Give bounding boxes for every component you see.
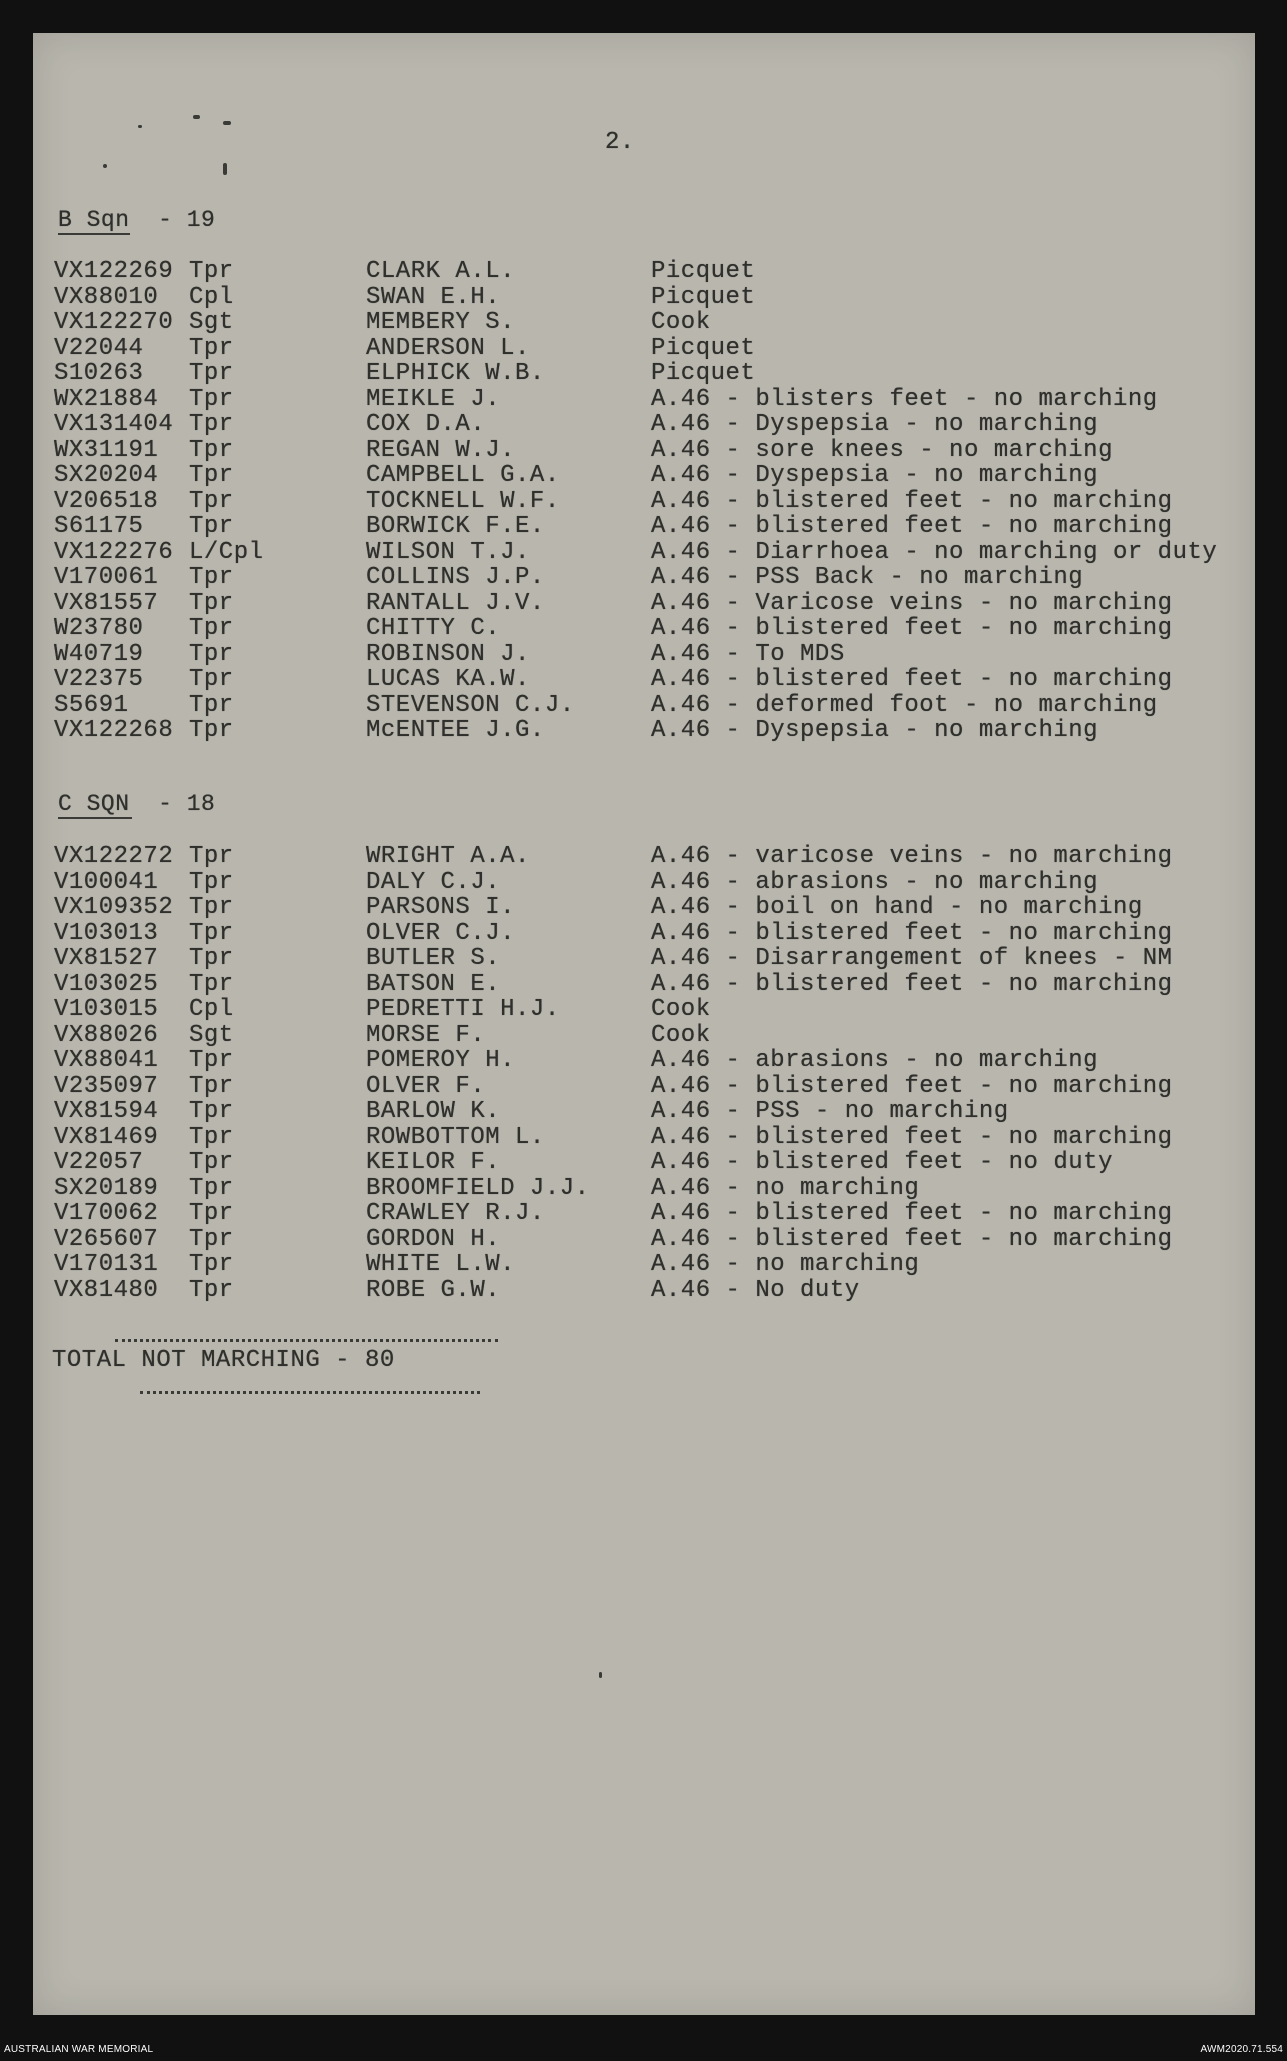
roll-entry	[54, 566, 1214, 591]
soldier-name: OLVER C.J.	[366, 920, 516, 947]
rank: Tpr	[189, 717, 234, 744]
remark: A.46 - blistered feet - no marching	[651, 513, 1173, 540]
service-number: S5691	[54, 692, 129, 719]
service-number: VX122269	[54, 258, 174, 285]
soldier-name: REGAN W.J.	[366, 437, 516, 464]
service-number: V22044	[54, 335, 144, 362]
roll-entry	[54, 1151, 1214, 1176]
roll-entry	[54, 1075, 1214, 1100]
roll-entry	[54, 1253, 1214, 1278]
rank: Tpr	[189, 894, 234, 921]
ink-speck	[193, 115, 200, 119]
rank: Tpr	[189, 1200, 234, 1227]
rank: Tpr	[189, 1098, 234, 1125]
roll-entry	[54, 1024, 1214, 1049]
ink-speck	[138, 125, 142, 128]
soldier-name: COLLINS J.P.	[366, 564, 545, 591]
service-number: V170131	[54, 1251, 159, 1278]
service-number: SX20189	[54, 1175, 159, 1202]
rank: Tpr	[189, 437, 234, 464]
rank: Cpl	[189, 284, 234, 311]
rank: Tpr	[189, 1124, 234, 1151]
roll-entry	[54, 1126, 1214, 1151]
rank: Sgt	[189, 1022, 234, 1049]
service-number: VX81557	[54, 590, 159, 617]
soldier-name: DALY C.J.	[366, 869, 501, 896]
service-number: VX131404	[54, 411, 174, 438]
service-number: V170061	[54, 564, 159, 591]
separator-top	[115, 1339, 498, 1342]
ink-speck	[223, 163, 227, 175]
roll-entry	[54, 1228, 1214, 1253]
remark: A.46 - blisters feet - no marching	[651, 386, 1158, 413]
rank: Tpr	[189, 564, 234, 591]
roll-entry	[54, 539, 1218, 566]
remark: A.46 - sore knees - no marching	[651, 437, 1113, 464]
remark: Picquet	[651, 335, 756, 362]
soldier-name: BARLOW K.	[366, 1098, 501, 1125]
ink-speck	[223, 121, 231, 125]
rank: Sgt	[189, 309, 234, 336]
service-number: VX109352	[54, 894, 174, 921]
service-number: V22057	[54, 1149, 144, 1176]
remark: A.46 - Dyspepsia - no marching	[651, 717, 1099, 744]
soldier-name: ROBE G.W.	[366, 1277, 501, 1304]
roll-entry	[54, 413, 1214, 438]
footer-reference: AWM2020.71.554	[1200, 2044, 1283, 2055]
remark: A.46 - deformed foot - no marching	[651, 692, 1158, 719]
roll-entry	[54, 362, 1214, 387]
roll-entry	[54, 668, 1214, 693]
rank: Tpr	[189, 641, 234, 668]
rank: L/Cpl	[189, 539, 264, 566]
soldier-name: BUTLER S.	[366, 945, 501, 972]
roll-entry	[54, 490, 1214, 515]
service-number: V265607	[54, 1226, 159, 1253]
rank: Tpr	[189, 513, 234, 540]
service-number: VX81594	[54, 1098, 159, 1125]
rank: Tpr	[189, 411, 234, 438]
squadron-count: - 19	[158, 207, 216, 233]
service-number: VX81527	[54, 945, 159, 972]
service-number: VX88026	[54, 1022, 159, 1049]
remark: A.46 - varicose veins - no marching	[651, 843, 1173, 870]
remark: Cook	[651, 996, 711, 1023]
squadron-name: B Sqn	[58, 207, 130, 233]
service-number: VX122276	[54, 539, 174, 566]
remark: A.46 - blistered feet - no marching	[651, 1073, 1173, 1100]
roll-entry	[54, 1279, 1214, 1304]
roll-entry	[54, 311, 1214, 336]
rank: Tpr	[189, 666, 234, 693]
service-number: SX20204	[54, 462, 159, 489]
squadron-name: C SQN	[58, 791, 130, 817]
service-number: V103025	[54, 971, 159, 998]
remark: Cook	[651, 1022, 711, 1049]
service-number: VX88041	[54, 1047, 159, 1074]
remark: A.46 - To MDS	[651, 641, 845, 668]
remark: Picquet	[651, 284, 756, 311]
rank: Tpr	[189, 843, 234, 870]
roll-entry	[54, 719, 1214, 744]
remark: A.46 - blistered feet - no marching	[651, 488, 1173, 515]
remark: A.46 - Diarrhoea - no marching or duty	[651, 539, 1218, 566]
service-number: VX122272	[54, 843, 174, 870]
soldier-name: SWAN E.H.	[366, 284, 501, 311]
soldier-name: BORWICK F.E.	[366, 513, 545, 540]
rank: Tpr	[189, 869, 234, 896]
soldier-name: STEVENSON C.J.	[366, 692, 575, 719]
soldier-name: ROBINSON J.	[366, 641, 530, 668]
soldier-name: LUCAS KA.W.	[366, 666, 530, 693]
roll-entry	[54, 845, 1214, 870]
rank: Tpr	[189, 335, 234, 362]
rank: Tpr	[189, 945, 234, 972]
soldier-name: CRAWLEY R.J.	[366, 1200, 545, 1227]
remark: Picquet	[651, 360, 756, 387]
remark: A.46 - abrasions - no marching	[651, 1047, 1099, 1074]
roll-entry	[54, 439, 1214, 464]
section-heading	[58, 208, 215, 232]
service-number: VX122268	[54, 717, 174, 744]
remark: A.46 - no marching	[651, 1175, 920, 1202]
remark: A.46 - Disarrangement of knees - NM	[651, 945, 1173, 972]
service-number: V22375	[54, 666, 144, 693]
roll-entry	[54, 337, 1214, 362]
soldier-name: WILSON T.J.	[366, 539, 530, 566]
section-heading	[58, 792, 215, 816]
soldier-name: ANDERSON L.	[366, 335, 530, 362]
soldier-name: ELPHICK W.B.	[366, 360, 545, 387]
soldier-name: OLVER F.	[366, 1073, 486, 1100]
rank: Tpr	[189, 590, 234, 617]
soldier-name: COX D.A.	[366, 411, 486, 438]
soldier-name: WHITE L.W.	[366, 1251, 516, 1278]
roll-entry	[54, 973, 1214, 998]
heading-underline	[58, 233, 130, 235]
remark: A.46 - blistered feet - no duty	[651, 1149, 1113, 1176]
remark: A.46 - blistered feet - no marching	[651, 920, 1173, 947]
rank: Tpr	[189, 360, 234, 387]
roll-entry	[54, 643, 1214, 668]
rank: Tpr	[189, 1277, 234, 1304]
rank: Tpr	[189, 462, 234, 489]
soldier-name: McENTEE J.G.	[366, 717, 545, 744]
roll-entry	[54, 388, 1214, 413]
roll-entry	[54, 1100, 1214, 1125]
soldier-name: ROWBOTTOM L.	[366, 1124, 545, 1151]
roll-entry	[54, 592, 1214, 617]
rank: Tpr	[189, 971, 234, 998]
rank: Tpr	[189, 258, 234, 285]
remark: A.46 - PSS - no marching	[651, 1098, 1009, 1125]
service-number: V100041	[54, 869, 159, 896]
soldier-name: RANTALL J.V.	[366, 590, 545, 617]
squadron-count: - 18	[158, 791, 216, 817]
soldier-name: CAMPBELL G.A.	[366, 462, 560, 489]
roll-entry	[54, 922, 1214, 947]
roll-entry	[54, 617, 1214, 642]
service-number: V170062	[54, 1200, 159, 1227]
remark: A.46 - No duty	[651, 1277, 860, 1304]
soldier-name: GORDON H.	[366, 1226, 501, 1253]
rank: Tpr	[189, 1149, 234, 1176]
page-number: 2.	[605, 129, 635, 156]
soldier-name: MORSE F.	[366, 1022, 486, 1049]
service-number: WX21884	[54, 386, 159, 413]
service-number: V235097	[54, 1073, 159, 1100]
service-number: S61175	[54, 513, 144, 540]
service-number: VX122270	[54, 309, 174, 336]
roll-entry	[54, 260, 1214, 285]
roll-entry	[54, 464, 1214, 489]
rank: Tpr	[189, 1251, 234, 1278]
remark: A.46 - blistered feet - no marching	[651, 971, 1173, 998]
rank: Tpr	[189, 1073, 234, 1100]
remark: A.46 - abrasions - no marching	[651, 869, 1099, 896]
service-number: W23780	[54, 615, 144, 642]
roll-entry	[54, 1177, 1214, 1202]
rank: Tpr	[189, 488, 234, 515]
rank: Tpr	[189, 1226, 234, 1253]
roll-entry	[54, 515, 1214, 540]
rank: Tpr	[189, 920, 234, 947]
roll-entry	[54, 1202, 1214, 1227]
soldier-name: KEILOR F.	[366, 1149, 501, 1176]
roll-entry	[54, 694, 1214, 719]
remark: A.46 - Dyspepsia - no marching	[651, 462, 1099, 489]
soldier-name: TOCKNELL W.F.	[366, 488, 560, 515]
service-number: V103015	[54, 996, 159, 1023]
roll-entry	[54, 998, 1214, 1023]
roll-entry	[54, 286, 1214, 311]
remark: A.46 - blistered feet - no marching	[651, 1124, 1173, 1151]
remark: A.46 - Varicose veins - no marching	[651, 590, 1173, 617]
heading-underline	[58, 817, 132, 819]
rank: Tpr	[189, 692, 234, 719]
remark: A.46 - blistered feet - no marching	[651, 615, 1173, 642]
service-number: V206518	[54, 488, 159, 515]
rank: Tpr	[189, 386, 234, 413]
rank: Cpl	[189, 996, 234, 1023]
remark: A.46 - no marching	[651, 1251, 920, 1278]
soldier-name: BATSON E.	[366, 971, 501, 998]
service-number: VX88010	[54, 284, 159, 311]
rank: Tpr	[189, 615, 234, 642]
ink-speck	[599, 1672, 602, 1678]
remark: A.46 - blistered feet - no marching	[651, 1200, 1173, 1227]
soldier-name: MEMBERY S.	[366, 309, 516, 336]
total-not-marching: TOTAL NOT MARCHING - 80	[52, 1347, 395, 1374]
remark: A.46 - boil on hand - no marching	[651, 894, 1143, 921]
remark: A.46 - blistered feet - no marching	[651, 666, 1173, 693]
soldier-name: WRIGHT A.A.	[366, 843, 530, 870]
soldier-name: BROOMFIELD J.J.	[366, 1175, 590, 1202]
remark: A.46 - Dyspepsia - no marching	[651, 411, 1099, 438]
roll-entry	[54, 871, 1214, 896]
soldier-name: PEDRETTI H.J.	[366, 996, 560, 1023]
service-number: S10263	[54, 360, 144, 387]
roll-entry	[54, 896, 1214, 921]
soldier-name: MEIKLE J.	[366, 386, 501, 413]
rank: Tpr	[189, 1175, 234, 1202]
separator-bottom	[140, 1391, 480, 1394]
service-number: VX81480	[54, 1277, 159, 1304]
soldier-name: CLARK A.L.	[366, 258, 516, 285]
footer-credit: AUSTRALIAN WAR MEMORIAL	[4, 2044, 154, 2055]
soldier-name: CHITTY C.	[366, 615, 501, 642]
remark: Cook	[651, 309, 711, 336]
service-number: VX81469	[54, 1124, 159, 1151]
roll-entry	[54, 1049, 1214, 1074]
service-number: W40719	[54, 641, 144, 668]
roll-entry	[54, 947, 1214, 972]
remark: Picquet	[651, 258, 756, 285]
soldier-name: PARSONS I.	[366, 894, 516, 921]
service-number: V103013	[54, 920, 159, 947]
soldier-name: POMEROY H.	[366, 1047, 516, 1074]
remark: A.46 - PSS Back - no marching	[651, 564, 1084, 591]
service-number: WX31191	[54, 437, 159, 464]
remark: A.46 - blistered feet - no marching	[651, 1226, 1173, 1253]
rank: Tpr	[189, 1047, 234, 1074]
ink-speck	[103, 164, 107, 168]
